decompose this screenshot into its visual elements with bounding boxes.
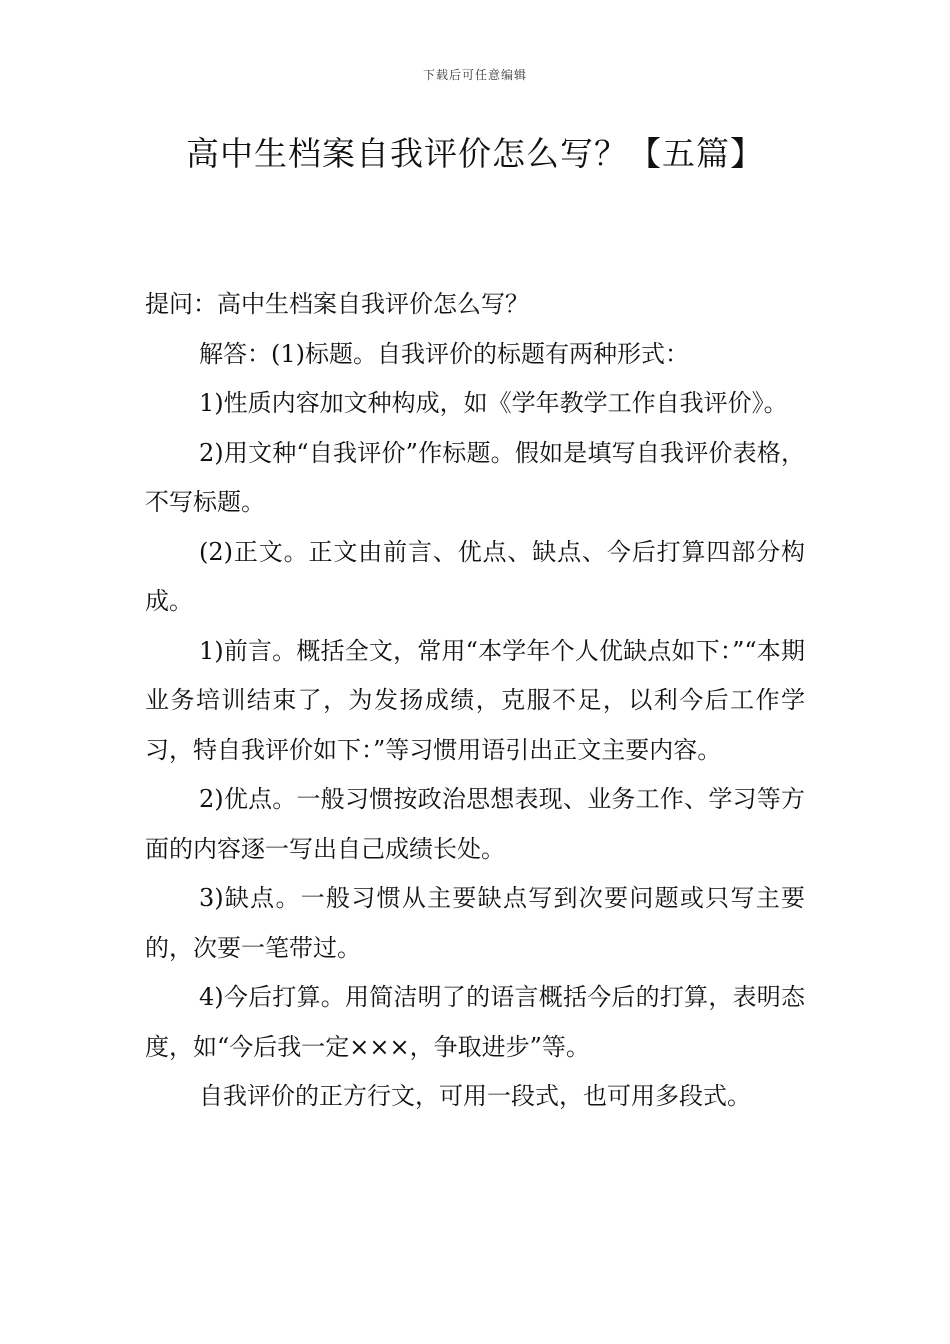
title-form-1-paragraph: 1)性质内容加文种构成，如《学年教学工作自我评价》。	[199, 389, 788, 417]
preface-paragraph: 1)前言。概括全文，常用“本学年个人优缺点如下：”“本期业务培训结束了，为发扬成绩，克服不足，以利今后工作学习，特自我评价如下：”等习惯用语引出正文主要内容。	[145, 636, 805, 764]
body-section-paragraph: (2)正文。正文由前言、优点、缺点、今后打算四部分构成。	[145, 537, 805, 615]
question-paragraph: 提问：高中生档案自我评价怎么写？	[145, 290, 529, 318]
format-note-paragraph: 自我评价的正方行文，可用一段式，也可用多段式。	[199, 1082, 751, 1110]
document-body	[145, 280, 805, 1122]
title-form-2-paragraph: 2)用文种“自我评价”作标题。假如是填写自我评价表格，不写标题。	[145, 438, 805, 516]
answer-intro-paragraph: 解答：(1)标题。自我评价的标题有两种形式：	[199, 339, 689, 368]
weaknesses-paragraph: 3)缺点。一般习惯从主要缺点写到次要问题或只写主要的，次要一笔带过。	[145, 884, 805, 962]
strengths-paragraph: 2)优点。一般习惯按政治思想表现、业务工作、学习等方面的内容逐一写出自己成绩长处。	[145, 785, 805, 863]
header-note: 下载后可任意编辑	[422, 68, 527, 82]
page-title: 高中生档案自我评价怎么写？【五篇】	[186, 134, 764, 173]
future-plans-paragraph: 4)今后打算。用简洁明了的语言概括今后的打算，表明态度，如“今后我一定×××，争取进步”等。	[145, 983, 805, 1061]
